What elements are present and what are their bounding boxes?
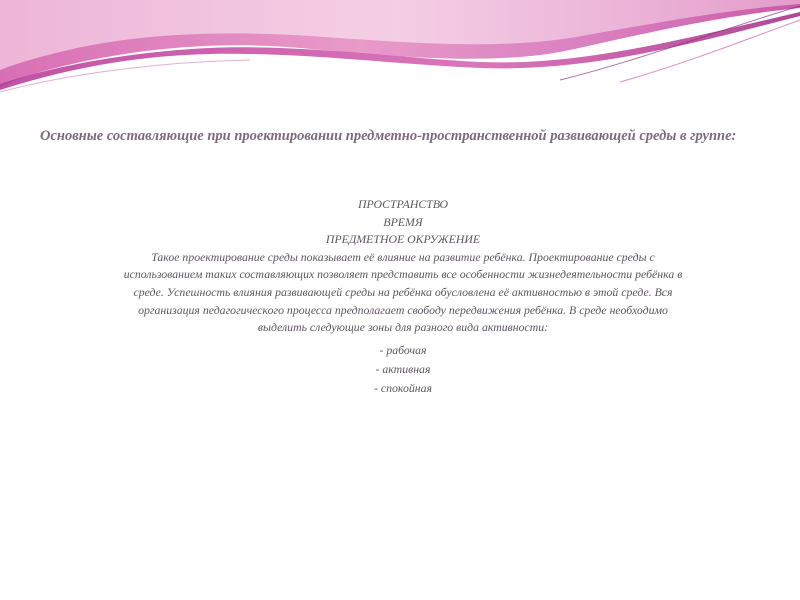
slide-body (120, 196, 686, 398)
description-paragraph: Такое проектирование среды показывает её влияние на развитие ребёнка. Проектирование среды с использованием таких составляющих позволяет представить все особенности жизнедеятельности ребёнка в среде. Успешность влияния развивающей среды на ребёнка обусловлена её активностью в этой среде. Вся организация педагогического процесса предполагает свободу передвижения ребёнка. В среде необходимо выделить следующие зоны для разного вида активности: (123, 249, 683, 335)
slide-title: Основные составляющие при проектировании предметно-пространственной развивающей среды в группе: (40, 128, 737, 144)
zone-list (120, 341, 686, 398)
component-subject-environment: ПРЕДМЕТНОЕ ОКРУЖЕНИЕ (325, 232, 481, 247)
zone-item-working: - рабочая (379, 342, 427, 357)
header-wave-decoration (0, 0, 800, 100)
component-space: ПРОСТРАНСТВО (357, 197, 448, 211)
component-time: ВРЕМЯ (383, 214, 423, 229)
zone-item-calm: - спокойная (373, 380, 432, 395)
zone-item-active: - активная (375, 361, 431, 376)
